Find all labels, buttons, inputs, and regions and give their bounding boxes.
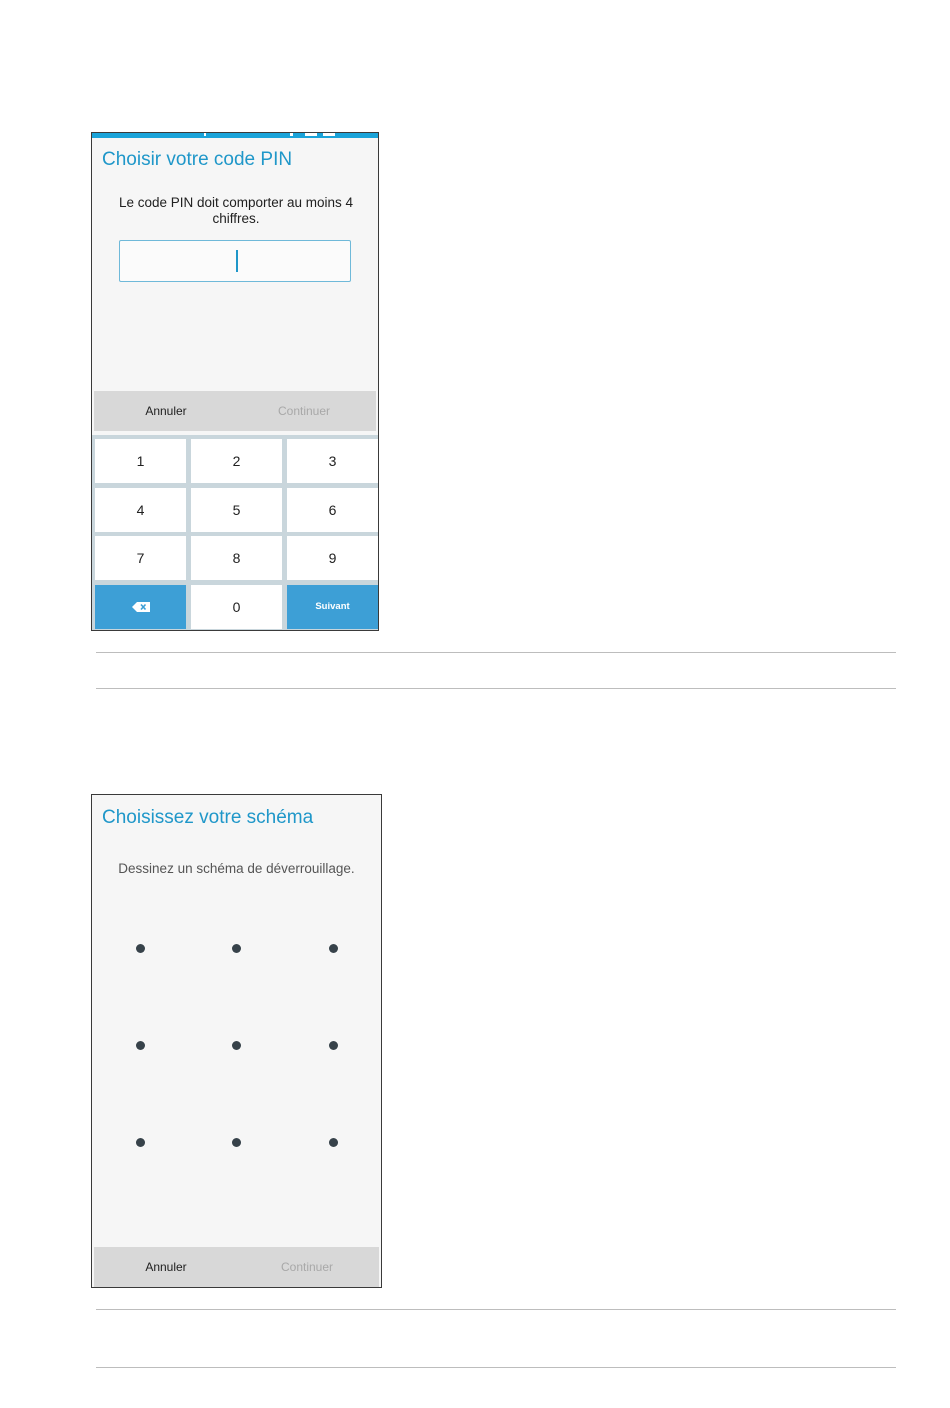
continue-button[interactable]: Continuer [280, 1260, 334, 1274]
divider [96, 1309, 896, 1310]
key-0[interactable]: 0 [191, 585, 282, 629]
numeric-keypad [92, 435, 378, 630]
battery-icon [323, 132, 335, 136]
key-7[interactable]: 7 [95, 536, 186, 580]
status-icon [290, 132, 293, 136]
key-1[interactable]: 1 [95, 439, 186, 483]
key-5[interactable]: 5 [191, 488, 282, 532]
pin-action-bar [94, 391, 376, 431]
text-cursor [236, 250, 238, 272]
pattern-dot-7[interactable] [136, 1138, 145, 1147]
page-title: Choisissez votre schéma [102, 807, 314, 828]
divider [96, 652, 896, 653]
page-title: Choisir votre code PIN [102, 149, 293, 170]
pattern-dot-9[interactable] [329, 1138, 338, 1147]
cancel-button[interactable]: Annuler [145, 404, 187, 418]
status-bar [92, 133, 378, 138]
pin-hint-text: Le code PIN doit comporter au moins 4 chiffres. [118, 195, 354, 226]
next-key[interactable]: Suivant [287, 585, 378, 629]
pattern-dot-5[interactable] [232, 1041, 241, 1050]
pattern-dot-1[interactable] [136, 944, 145, 953]
signal-icon [305, 132, 317, 136]
cancel-button[interactable]: Annuler [145, 1260, 187, 1274]
backspace-key[interactable] [95, 585, 186, 629]
key-9[interactable]: 9 [287, 536, 378, 580]
pin-setup-screen [91, 132, 379, 631]
pattern-dot-8[interactable] [232, 1138, 241, 1147]
key-2[interactable]: 2 [191, 439, 282, 483]
pattern-setup-screen [91, 794, 382, 1288]
pattern-dot-2[interactable] [232, 944, 241, 953]
continue-button[interactable]: Continuer [277, 404, 331, 418]
key-4[interactable]: 4 [95, 488, 186, 532]
key-8[interactable]: 8 [191, 536, 282, 580]
pattern-action-bar [94, 1247, 379, 1287]
pattern-dot-3[interactable] [329, 944, 338, 953]
key-6[interactable]: 6 [287, 488, 378, 532]
status-icon [204, 132, 206, 136]
pin-input[interactable] [119, 240, 351, 282]
pattern-hint-text: Dessinez un schéma de déverrouillage. [118, 861, 355, 876]
pattern-dot-4[interactable] [136, 1041, 145, 1050]
backspace-icon [132, 602, 150, 612]
key-3[interactable]: 3 [287, 439, 378, 483]
pattern-dot-6[interactable] [329, 1041, 338, 1050]
divider [96, 1367, 896, 1368]
divider [96, 688, 896, 689]
